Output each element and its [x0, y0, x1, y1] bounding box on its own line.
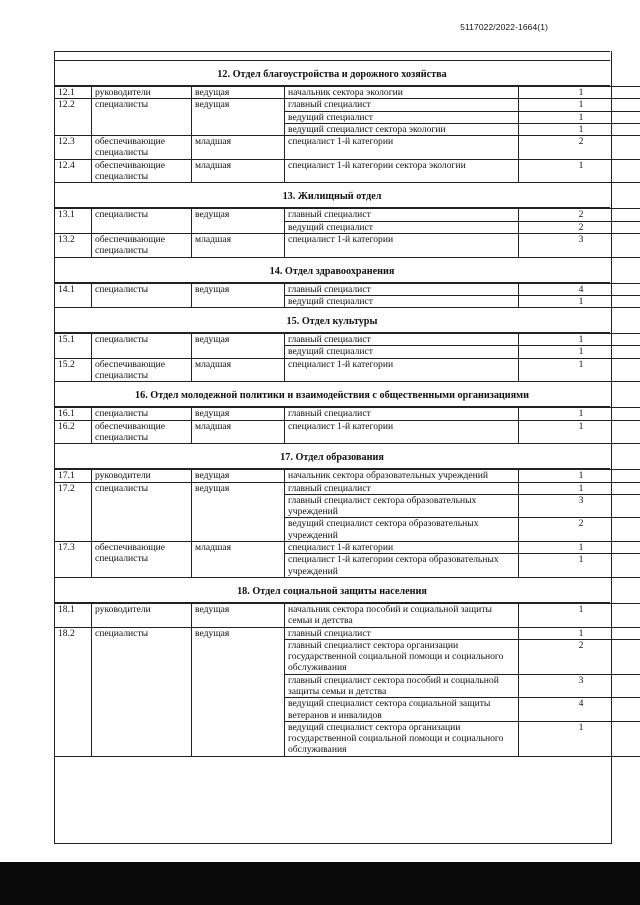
row-number: 15.2 [55, 358, 92, 382]
position-title-cell: начальник сектора пособий и социальной защиты семьи и детства [285, 603, 519, 627]
row-number: 12.3 [55, 136, 92, 160]
position-title-cell: специалист 1-й категории сектора образовательных учреждений [285, 554, 519, 578]
position-title-cell: ведущий специалист сектора образовательных учреждений [285, 518, 519, 542]
headcount-cell: 2 [519, 221, 640, 233]
category-cell: обеспечивающие специалисты [92, 233, 192, 257]
position-title-cell: главный специалист [285, 283, 519, 295]
position-group-cell: ведущая [192, 408, 285, 420]
row-number: 15.1 [55, 334, 92, 359]
position-group-cell: ведущая [192, 99, 285, 136]
category-cell: специалисты [92, 627, 192, 756]
row-number: 16.2 [55, 420, 92, 444]
section-table [54, 407, 640, 444]
category-cell: специалисты [92, 482, 192, 541]
category-cell: руководители [92, 470, 192, 482]
position-group-cell: младшая [192, 159, 285, 183]
headcount-cell: 2 [519, 209, 640, 221]
position-title-cell: ведущий специалист [285, 346, 519, 358]
section-title: 17. Отдел образования [54, 444, 610, 469]
position-title-cell: специалист 1-й категории [285, 542, 519, 554]
position-title-cell: главный специалист сектора образовательных учреждений [285, 494, 519, 518]
row-number: 13.2 [55, 233, 92, 257]
position-title-cell: главный специалист [285, 482, 519, 494]
section-gap [54, 52, 610, 61]
table-row [55, 87, 640, 99]
headcount-cell: 1 [519, 295, 640, 307]
position-group-cell: ведущая [192, 603, 285, 627]
headcount-cell: 1 [519, 554, 640, 578]
row-number: 12.2 [55, 99, 92, 136]
headcount-cell: 1 [519, 159, 640, 183]
row-number: 14.1 [55, 283, 92, 308]
category-cell: специалисты [92, 209, 192, 234]
category-cell: специалисты [92, 408, 192, 420]
headcount-cell: 1 [519, 627, 640, 639]
category-cell: обеспечивающие специалисты [92, 358, 192, 382]
category-cell: обеспечивающие специалисты [92, 159, 192, 183]
headcount-cell: 1 [519, 470, 640, 482]
section-table [54, 333, 640, 382]
headcount-cell: 2 [519, 518, 640, 542]
position-group-cell: младшая [192, 136, 285, 160]
category-cell: обеспечивающие специалисты [92, 542, 192, 578]
category-cell: обеспечивающие специалисты [92, 420, 192, 444]
headcount-cell: 1 [519, 111, 640, 123]
section-title: 18. Отдел социальной защиты населения [54, 578, 610, 603]
position-group-cell: ведущая [192, 87, 285, 99]
position-title-cell: начальник сектора экологии [285, 87, 519, 99]
row-number: 16.1 [55, 408, 92, 420]
table-row [55, 470, 640, 482]
headcount-cell: 1 [519, 99, 640, 111]
table-row [55, 542, 640, 554]
document-number: 5117022/2022-1664(1) [460, 22, 548, 32]
position-title-cell: ведущий специалист [285, 111, 519, 123]
section-title: 12. Отдел благоустройства и дорожного хозяйства [54, 61, 610, 86]
scan-footer-bar [0, 862, 640, 905]
section-table [54, 86, 640, 183]
category-cell: специалисты [92, 283, 192, 308]
position-title-cell: специалист 1-й категории [285, 233, 519, 257]
headcount-cell: 1 [519, 346, 640, 358]
table-row [55, 408, 640, 420]
headcount-cell: 1 [519, 482, 640, 494]
position-title-cell: специалист 1-й категории [285, 358, 519, 382]
position-title-cell: ведущий специалист [285, 295, 519, 307]
position-group-cell: ведущая [192, 470, 285, 482]
headcount-cell: 1 [519, 603, 640, 627]
position-group-cell: младшая [192, 420, 285, 444]
headcount-cell: 3 [519, 494, 640, 518]
position-title-cell: специалист 1-й категории сектора экологии [285, 159, 519, 183]
headcount-cell: 1 [519, 408, 640, 420]
table-row [55, 420, 640, 444]
position-title-cell: ведущий специалист сектора экологии [285, 123, 519, 135]
table-row [55, 603, 640, 627]
section-title: 16. Отдел молодежной политики и взаимодействия с общественными организациями [54, 382, 610, 407]
headcount-cell: 1 [519, 420, 640, 444]
category-cell: специалисты [92, 334, 192, 359]
section-table [54, 283, 640, 309]
headcount-cell: 2 [519, 639, 640, 674]
position-group-cell: младшая [192, 542, 285, 578]
headcount-cell: 4 [519, 283, 640, 295]
position-group-cell: ведущая [192, 482, 285, 541]
table-row [55, 136, 640, 160]
row-number: 18.1 [55, 603, 92, 627]
headcount-cell: 1 [519, 123, 640, 135]
section-table [54, 603, 640, 757]
position-group-cell: ведущая [192, 283, 285, 308]
row-number: 17.2 [55, 482, 92, 541]
table-row [55, 283, 640, 295]
headcount-cell: 1 [519, 542, 640, 554]
headcount-cell: 3 [519, 674, 640, 698]
table-row [55, 627, 640, 639]
position-title-cell: начальник сектора образовательных учреждений [285, 470, 519, 482]
headcount-cell: 1 [519, 334, 640, 346]
position-group-cell: ведущая [192, 209, 285, 234]
section-table [54, 469, 640, 578]
position-title-cell: главный специалист [285, 408, 519, 420]
table-row [55, 99, 640, 111]
position-group-cell: младшая [192, 358, 285, 382]
section-title: 14. Отдел здравоохранения [54, 258, 610, 283]
position-title-cell: ведущий специалист сектора организации государственной социальной помощи и социального обслуживания [285, 721, 519, 756]
position-title-cell: главный специалист [285, 99, 519, 111]
position-title-cell: специалист 1-й категории [285, 136, 519, 160]
section-title: 13. Жилищный отдел [54, 183, 610, 208]
position-group-cell: ведущая [192, 334, 285, 359]
row-number: 17.1 [55, 470, 92, 482]
section-table [54, 208, 640, 257]
position-title-cell: главный специалист сектора организации государственной социальной помощи и социального обслуживания [285, 639, 519, 674]
table-row [55, 233, 640, 257]
staff-schedule-table [54, 51, 610, 757]
row-number: 13.1 [55, 209, 92, 234]
table-row [55, 209, 640, 221]
headcount-cell: 2 [519, 136, 640, 160]
headcount-cell: 1 [519, 721, 640, 756]
category-cell: специалисты [92, 99, 192, 136]
position-title-cell: специалист 1-й категории [285, 420, 519, 444]
position-title-cell: главный специалист сектора пособий и социальной защиты семьи и детства [285, 674, 519, 698]
position-group-cell: ведущая [192, 627, 285, 756]
table-row [55, 482, 640, 494]
category-cell: руководители [92, 603, 192, 627]
row-number: 12.4 [55, 159, 92, 183]
position-title-cell: главный специалист [285, 627, 519, 639]
table-row [55, 159, 640, 183]
headcount-cell: 4 [519, 698, 640, 722]
category-cell: руководители [92, 87, 192, 99]
table-row [55, 334, 640, 346]
position-title-cell: главный специалист [285, 209, 519, 221]
headcount-cell: 1 [519, 87, 640, 99]
position-title-cell: главный специалист [285, 334, 519, 346]
row-number: 12.1 [55, 87, 92, 99]
position-group-cell: младшая [192, 233, 285, 257]
row-number: 17.3 [55, 542, 92, 578]
category-cell: обеспечивающие специалисты [92, 136, 192, 160]
position-title-cell: ведущий специалист [285, 221, 519, 233]
headcount-cell: 3 [519, 233, 640, 257]
headcount-cell: 1 [519, 358, 640, 382]
section-title: 15. Отдел культуры [54, 308, 610, 333]
row-number: 18.2 [55, 627, 92, 756]
position-title-cell: ведущий специалист сектора социальной защиты ветеранов и инвалидов [285, 698, 519, 722]
table-row [55, 358, 640, 382]
